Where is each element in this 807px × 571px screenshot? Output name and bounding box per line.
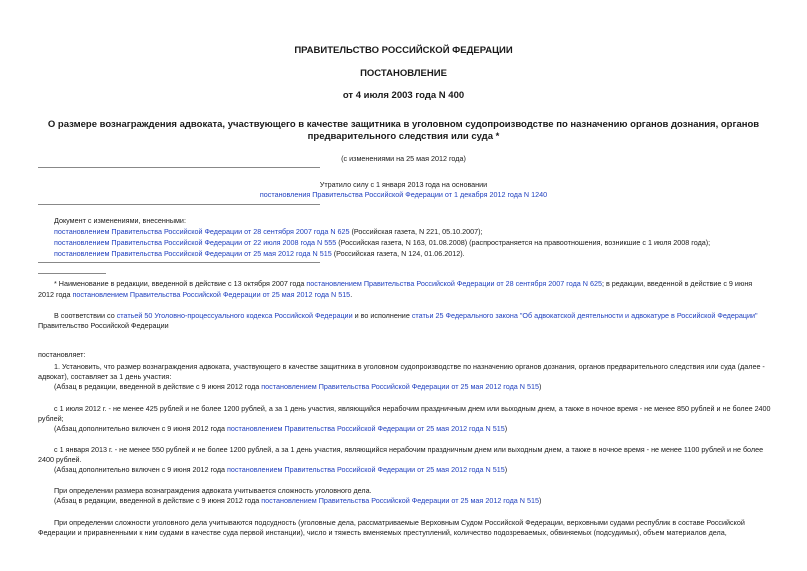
divider bbox=[38, 167, 320, 168]
amendment-item: постановлением Правительства Российской Федерации от 28 сентября 2007 года N 625 (Российская газета, N 221, 05.10.2007); bbox=[54, 227, 483, 236]
amendment-item: постановлением Правительства Российской Федерации от 25 мая 2012 года N 515 (Российская газета, N 124, 01.06.2012). bbox=[54, 249, 465, 258]
paragraph-2-line-1: с 1 июля 2012 г. - не менее 425 рублей и не более 1200 рублей, а за 1 день участия, являющийся нерабочим праздничным днем или выходным днем, а также в ночное время - не менее 850 рублей и не более 2400 bbox=[54, 404, 771, 413]
preamble-link-law[interactable]: статьи 25 Федерального закона "Об адвокатской деятельности и адвокатуре в Российской Федерации" bbox=[411, 311, 758, 320]
divider bbox=[38, 262, 320, 263]
footnote-link[interactable]: постановлением Правительства Российской Федерации от 25 мая 2012 года N 515 bbox=[72, 290, 351, 299]
paragraph-3-line-1: с 1 января 2013 г. - не менее 550 рублей и не более 1200 рублей, а за 1 день участия, являющийся нерабочим праздничным днем или выходным днем, а также в ночное время - не менее 1100 рублей и не более bbox=[54, 445, 764, 454]
paragraph-3-line-2: 2400 рублей. bbox=[38, 455, 82, 464]
decree-word: постановляет: bbox=[38, 350, 86, 359]
paragraph-1-line-2: адвокат), составляет за 1 день участия: bbox=[38, 372, 172, 381]
preamble-line-1: В соответствии со статьей 50 Уголовно-процессуального кодекса Российской Федерации и во исполнение статьи 25 Федерального закона "Об адвокатской деятельности и адвокатуре в Российской Федерации" bbox=[54, 311, 758, 320]
divider bbox=[38, 204, 320, 205]
footnote-line-2: 2012 года постановлением Правительства Российской Федерации от 25 мая 2012 года N 515. bbox=[38, 290, 353, 299]
preamble-link-code[interactable]: статьей 50 Уголовно-процессуального кодекса Российской Федерации bbox=[116, 311, 353, 320]
footnote-line-1: * Наименование в редакции, введенной в действие с 13 октября 2007 года постановлением Правительства Российской Федерации от 28 сентября 2007 года N 625; в редакции, введенной в действие с 9 июня bbox=[54, 279, 753, 288]
expiry-link[interactable]: постановления Правительства Российской Федерации от 1 декабря 2012 года N 1240 bbox=[259, 190, 548, 199]
amendment-link[interactable]: постановлением Правительства Российской Федерации от 25 мая 2012 года N 515 bbox=[54, 249, 332, 258]
amendment-note-link[interactable]: постановлением Правительства Российской Федерации от 25 мая 2012 года N 515 bbox=[227, 424, 505, 433]
amendment-note: (Абзац в редакции, введенной в действие с 9 июня 2012 года постановлением Правительства Российской Федерации от 25 мая 2012 года N 515) bbox=[54, 382, 542, 391]
paragraph-4: При определении размера вознаграждения адвоката учитывается сложность уголовного дела. bbox=[54, 486, 372, 495]
amendment-link[interactable]: постановлением Правительства Российской Федерации от 22 июля 2008 года N 555 bbox=[54, 238, 337, 247]
government-heading: ПРАВИТЕЛЬСТВО РОССИЙСКОЙ ФЕДЕРАЦИИ bbox=[294, 45, 513, 56]
paragraph-2-line-2: рублей; bbox=[38, 414, 64, 423]
paragraph-5-line-1: При определении сложности уголовного дела учитываются подсудность (уголовные дела, рассматриваемые Верховным Судом Российской Федерации, верховными судами республик в составе Российской bbox=[54, 518, 745, 527]
document-title-line-1: О размере вознаграждения адвоката, участвующего в качестве защитника в уголовном судопроизводстве по назначению органов дознания, органов bbox=[47, 119, 760, 130]
document-date-number: от 4 июля 2003 года N 400 bbox=[342, 90, 465, 101]
amendment-note-link[interactable]: постановлением Правительства Российской Федерации от 25 мая 2012 года N 515 bbox=[261, 496, 539, 505]
footnote-divider bbox=[38, 273, 106, 274]
preamble-line-2: Правительство Российской Федерации bbox=[38, 321, 169, 330]
amendments-intro: Документ с изменениями, внесенными: bbox=[54, 216, 186, 225]
amendment-note: (Абзац дополнительно включен с 9 июня 2012 года постановлением Правительства Российской Федерации от 25 мая 2012 года N 515) bbox=[54, 424, 508, 433]
amendment-note: (Абзац дополнительно включен с 9 июня 2012 года постановлением Правительства Российской Федерации от 25 мая 2012 года N 515) bbox=[54, 465, 508, 474]
amendment-note-link[interactable]: постановлением Правительства Российской Федерации от 25 мая 2012 года N 515 bbox=[227, 465, 505, 474]
expiry-text: Утратило силу с 1 января 2013 года на основании bbox=[319, 180, 488, 189]
paragraph-5-line-2: Федерации и приравненными к ним судами в качестве суда первой инстанции), число и тяжесть вменяемых преступлений, количество подозреваемых, обвиняемых (подсудимых), объем материалов дела, bbox=[38, 528, 727, 537]
amendment-note: (Абзац в редакции, введенной в действие с 9 июня 2012 года постановлением Правительства Российской Федерации от 25 мая 2012 года N 515) bbox=[54, 496, 542, 505]
changes-note: (с изменениями на 25 мая 2012 года) bbox=[341, 154, 466, 163]
footnote-link[interactable]: постановлением Правительства Российской Федерации от 28 сентября 2007 года N 625 bbox=[306, 279, 602, 288]
document-type: ПОСТАНОВЛЕНИЕ bbox=[360, 68, 447, 79]
amendment-item: постановлением Правительства Российской Федерации от 22 июля 2008 года N 555 (Российская газета, N 163, 01.08.2008) (распространяется на правоотношения, возникшие с 1 июля 2008 года); bbox=[54, 238, 711, 247]
amendment-note-link[interactable]: постановлением Правительства Российской Федерации от 25 мая 2012 года N 515 bbox=[261, 382, 539, 391]
document-title-line-2: предварительного следствия или суда * bbox=[307, 131, 500, 142]
paragraph-1-line-1: 1. Установить, что размер вознаграждения адвоката, участвующего в качестве защитника в уголовном судопроизводстве по назначению органов дознания, органов предварительного следствия или суда (далее - bbox=[54, 362, 765, 371]
amendment-link[interactable]: постановлением Правительства Российской Федерации от 28 сентября 2007 года N 625 bbox=[54, 227, 350, 236]
